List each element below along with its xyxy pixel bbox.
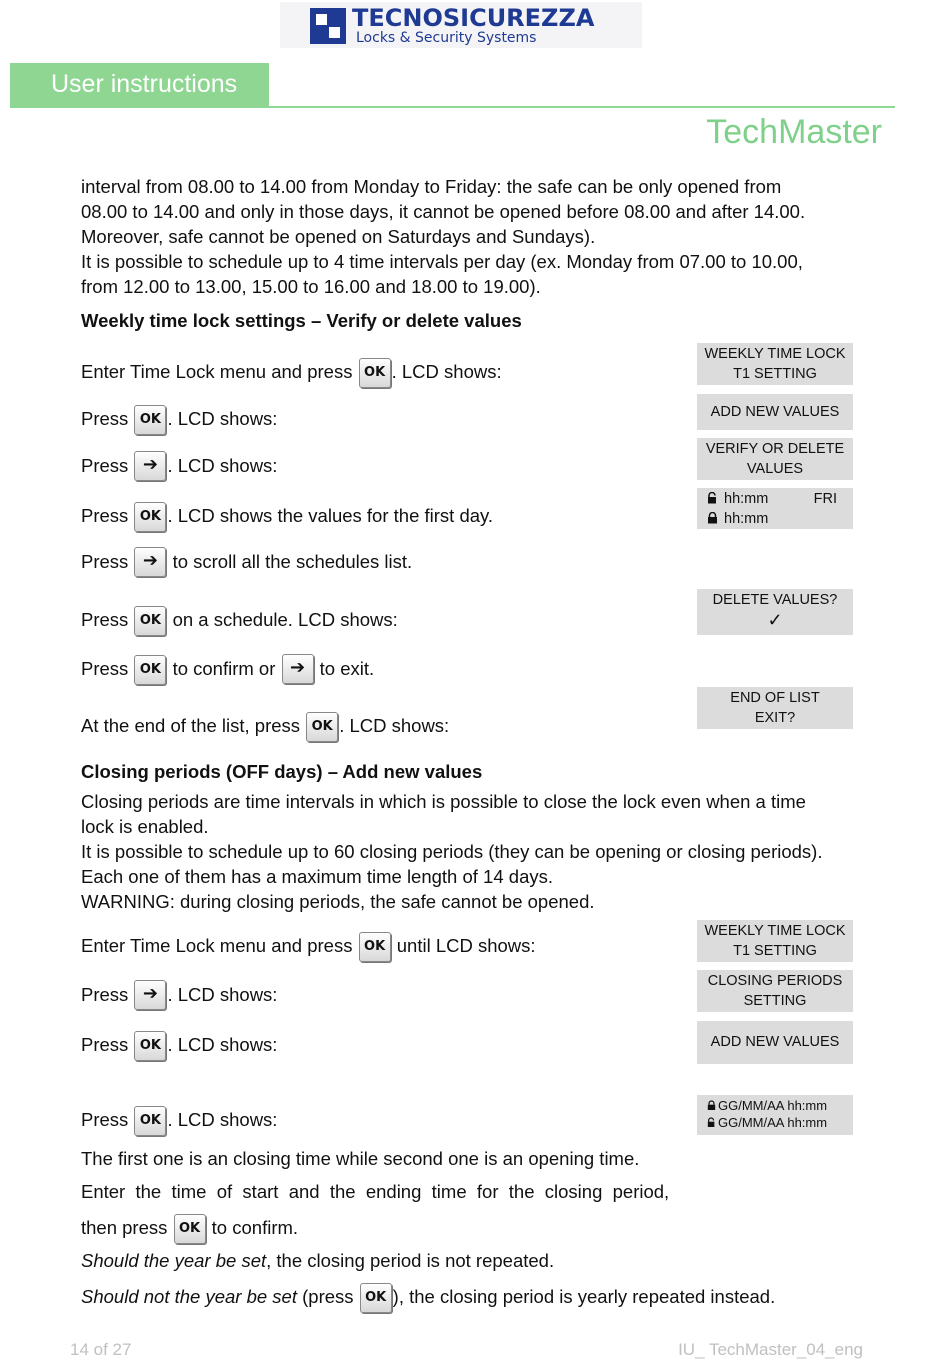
step-text: . LCD shows:: [339, 715, 450, 736]
step-text: on a schedule. LCD shows:: [167, 609, 398, 630]
step-text: . LCD shows:: [391, 361, 502, 382]
lcd-line: [707, 509, 853, 529]
intro-line: from 12.00 to 13.00, 15.00 to 16.00 and 18.00 to 19.00).: [81, 276, 541, 297]
intro-line: 08.00 to 14.00 and only in those days, it cannot be opened before 08.00 and after 14.00.: [81, 201, 806, 222]
arrow-key-icon: ➔: [134, 451, 166, 481]
header-divider: [269, 106, 895, 108]
lcd-line: VALUES: [746, 461, 804, 477]
step-text: Press: [81, 455, 134, 476]
step-text: At the end of the list, press: [81, 715, 306, 736]
closing-paragraph-line: Each one of them has a maximum time length of 14 days.: [81, 866, 553, 887]
ok-key-icon: OK: [174, 1214, 206, 1244]
weekly-step-2: [81, 406, 277, 443]
lcd-display: [697, 438, 853, 480]
step-text: Press: [81, 984, 134, 1005]
step-text: Press: [81, 1109, 134, 1130]
closing-step-2: [81, 982, 277, 1018]
step-text: . LCD shows the values for the first day.: [167, 505, 494, 526]
step-text: Press: [81, 505, 134, 526]
weekly-step-6: [81, 607, 398, 644]
lcd-display: [697, 1095, 853, 1135]
lcd-line: ADD NEW VALUES: [710, 1034, 840, 1050]
lcd-display: [697, 488, 853, 529]
lcd-display: [697, 343, 853, 385]
lcd-line: T1 SETTING: [733, 366, 817, 382]
brand-name: TECNOSICUREZZA: [352, 4, 595, 32]
lcd-display: [697, 970, 853, 1012]
step-text: . LCD shows:: [167, 984, 278, 1005]
weekly-step-1: [81, 359, 502, 396]
lcd-line: VERIFY OR DELETE: [705, 441, 845, 457]
check-icon: ✓: [767, 610, 783, 630]
lcd-value: hh:mm: [724, 511, 769, 527]
ok-key-icon: OK: [134, 606, 166, 636]
lcd-line: [707, 1097, 853, 1114]
lcd-display: [697, 394, 853, 430]
lcd-display: [697, 920, 853, 962]
intro-line: Moreover, safe cannot be opened on Saturdays and Sundays).: [81, 226, 596, 247]
weekly-step-3: [81, 453, 277, 489]
closing-paragraph-line: It is possible to schedule up to 60 closing periods (they can be opening or closing periods).: [81, 841, 823, 862]
step-text: Press: [81, 658, 134, 679]
lcd-line: [707, 489, 853, 509]
lcd-line: ADD NEW VALUES: [710, 404, 840, 420]
section-banner: [10, 63, 269, 108]
step-text: . LCD shows:: [167, 455, 278, 476]
lcd-value: hh:mm: [724, 491, 769, 507]
step-text: until LCD shows:: [391, 935, 536, 956]
closing-note: Enter the time of start and the ending time for the closing period,: [81, 1181, 670, 1202]
step-text: to confirm or: [167, 658, 281, 679]
lcd-display: [697, 1021, 853, 1064]
ok-key-icon: OK: [134, 1106, 166, 1136]
intro-line: It is possible to schedule up to 4 time intervals per day (ex. Monday from 07.00 to 10.00,: [81, 251, 803, 272]
closing-step-3: [81, 1032, 277, 1069]
ok-key-icon: OK: [134, 1031, 166, 1061]
weekly-step-4: [81, 503, 493, 540]
step-text: Press: [81, 1034, 134, 1055]
lcd-display: [697, 589, 853, 635]
closing-warning: WARNING: during closing periods, the safe cannot be opened.: [81, 891, 595, 912]
ok-key-icon: OK: [134, 502, 166, 532]
step-text: to confirm.: [206, 1217, 299, 1238]
closing-paragraph-line: Closing periods are time intervals in which is possible to close the lock even when a time: [81, 791, 806, 812]
brand-tagline: Locks & Security Systems: [356, 30, 537, 46]
page-number: 14 of 27: [70, 1340, 132, 1359]
closing-heading: Closing periods (OFF days) – Add new values: [81, 761, 483, 782]
step-text: Press: [81, 551, 134, 572]
step-text: (press: [296, 1286, 359, 1307]
lcd-line: DELETE VALUES?: [712, 592, 838, 608]
lcd-line: WEEKLY TIME LOCK: [704, 923, 846, 939]
arrow-key-icon: ➔: [282, 654, 314, 684]
lcd-line: WEEKLY TIME LOCK: [704, 346, 846, 362]
italic-text: Should the year be set: [81, 1250, 267, 1271]
step-text: . LCD shows:: [167, 1034, 278, 1055]
banner-title: User instructions: [51, 70, 238, 98]
step-text: Enter Time Lock menu and press: [81, 935, 358, 956]
closing-paragraph-line: lock is enabled.: [81, 816, 209, 837]
closing-step-4: [81, 1107, 277, 1144]
locked-padlock-icon: [707, 512, 718, 524]
weekly-heading: Weekly time lock settings – Verify or delete values: [81, 310, 522, 331]
closing-step-1: [81, 933, 536, 970]
arrow-key-icon: ➔: [134, 980, 166, 1010]
lcd-display: [697, 687, 853, 729]
document-code: IU_ TechMaster_04_eng: [678, 1340, 863, 1359]
ok-key-icon: OK: [359, 932, 391, 962]
weekly-step-5: [81, 549, 412, 585]
lcd-value: GG/MM/AA hh:mm: [718, 1098, 828, 1113]
weekly-step-8: [81, 713, 449, 750]
lcd-line: CLOSING PERIODS: [707, 973, 843, 989]
step-text: . LCD shows:: [167, 408, 278, 429]
step-text: , the closing period is not repeated.: [266, 1250, 555, 1271]
arrow-key-icon: ➔: [134, 547, 166, 577]
lcd-line: T1 SETTING: [733, 943, 817, 959]
step-text: . LCD shows:: [167, 1109, 278, 1130]
locked-padlock-icon: [707, 1100, 716, 1111]
step-text: Enter Time Lock menu and press: [81, 361, 358, 382]
lcd-value: GG/MM/AA hh:mm: [718, 1115, 828, 1130]
ok-key-icon: OK: [134, 405, 166, 435]
ok-key-icon: OK: [134, 655, 166, 685]
step-text: Press: [81, 609, 134, 630]
closing-note: [81, 1284, 775, 1321]
lcd-line: [707, 1114, 853, 1131]
ok-key-icon: OK: [359, 358, 391, 388]
lcd-line: EXIT?: [754, 710, 796, 726]
lcd-line: END OF LIST: [730, 690, 820, 706]
logo-mark-icon: [310, 8, 346, 44]
ok-key-icon: OK: [306, 712, 338, 742]
closing-note: [81, 1215, 298, 1252]
lcd-line: SETTING: [743, 993, 807, 1009]
company-logo: [280, 2, 642, 48]
step-text: to scroll all the schedules list.: [167, 551, 413, 572]
closing-note: The first one is an closing time while second one is an opening time.: [81, 1148, 640, 1169]
intro-line: interval from 08.00 to 14.00 from Monday to Friday: the safe can be only opened from: [81, 176, 782, 197]
step-text: to exit.: [314, 658, 375, 679]
step-text: then press: [81, 1217, 173, 1238]
italic-text: Should not the year be set: [81, 1286, 297, 1307]
unlocked-padlock-icon: [707, 492, 718, 504]
unlocked-padlock-icon: [707, 1117, 716, 1128]
step-text: Press: [81, 408, 134, 429]
lcd-day: FRI: [813, 491, 837, 507]
ok-key-icon: OK: [360, 1283, 392, 1313]
weekly-step-7: [81, 656, 374, 693]
step-text: ), the closing period is yearly repeated instead.: [392, 1286, 776, 1307]
closing-note: [81, 1248, 554, 1273]
product-title: TechMaster: [706, 113, 882, 151]
